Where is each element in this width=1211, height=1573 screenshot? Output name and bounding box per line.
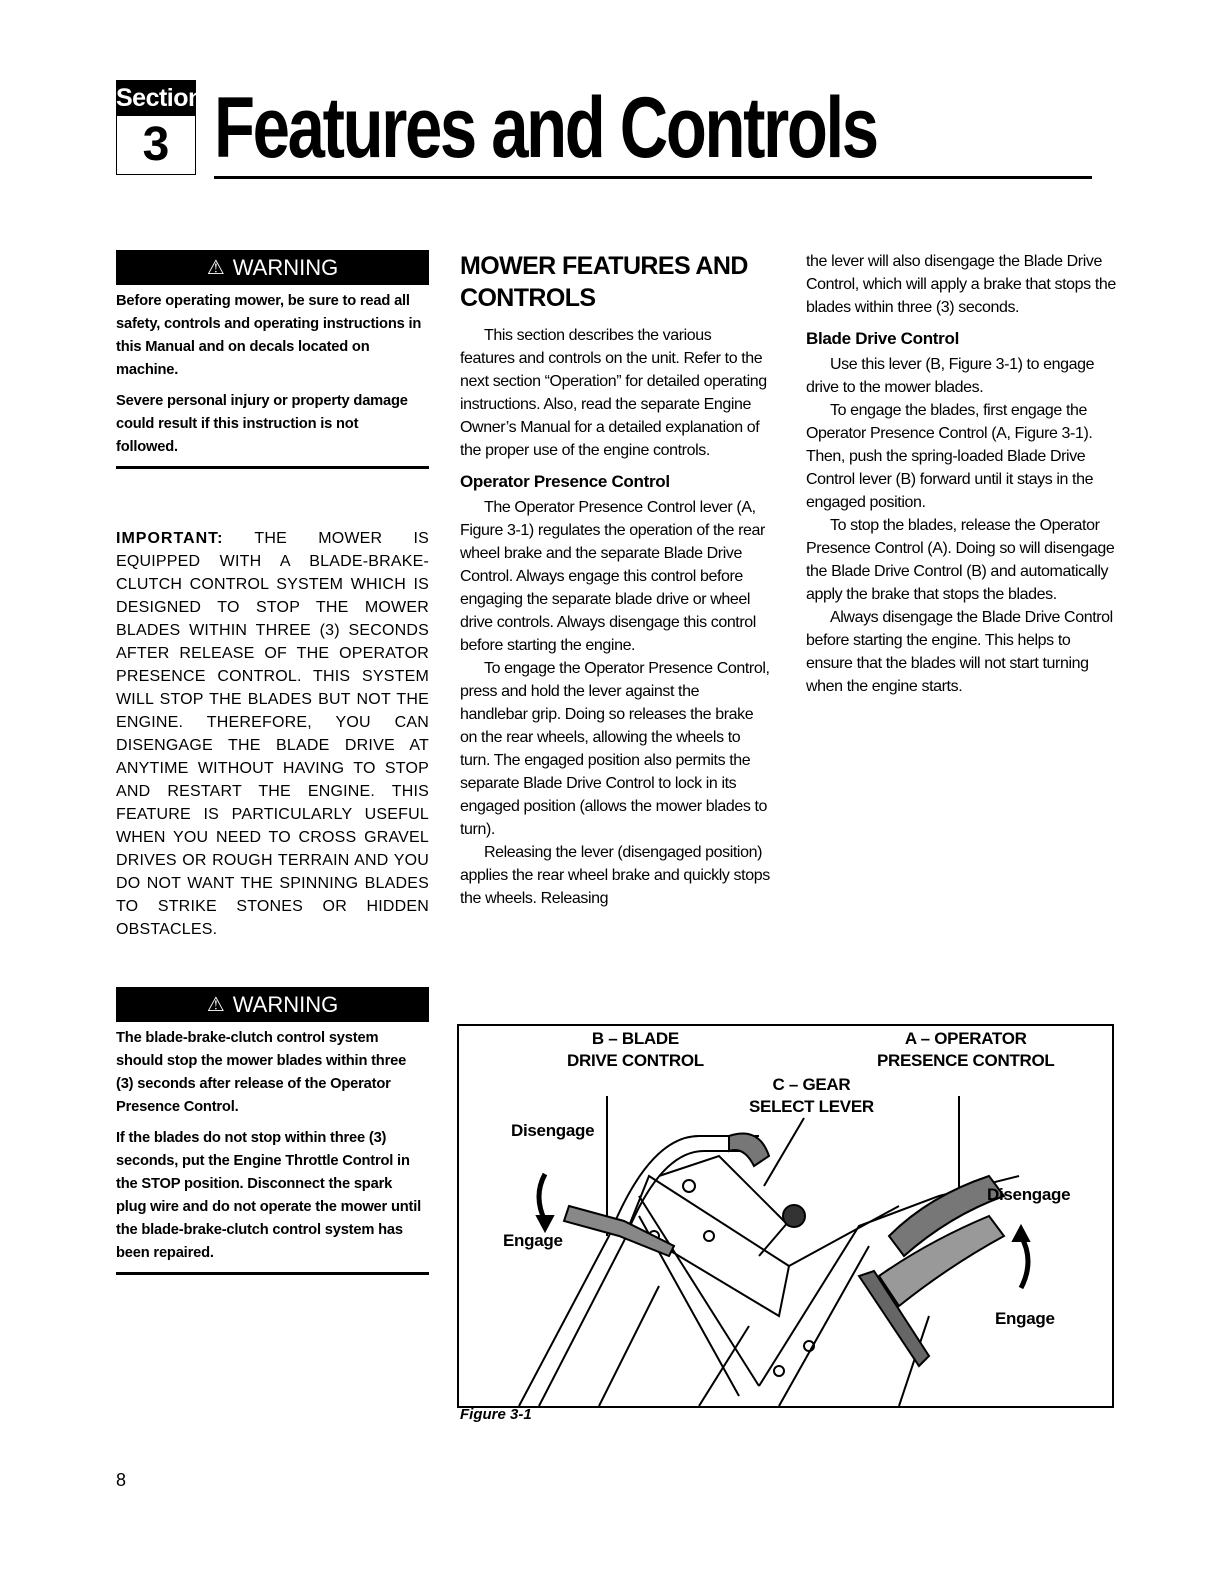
gear-lever-knob: [783, 1205, 805, 1227]
left-grip: [729, 1134, 769, 1167]
title-rule: [214, 176, 1092, 179]
bolt: [683, 1180, 695, 1192]
arrow-left-head: [537, 1216, 553, 1231]
body-paragraph: The Operator Presence Control lever (A, Figure 3-1) regulates the operation of the rear wheel brake and the separate Blade Drive Control. Always engage this control before engaging the separate blade drive or wheel drive controls. Always disengage this control before starting the engine.: [460, 499, 765, 654]
figure-caption: Figure 3-1: [460, 1406, 532, 1423]
left-column: [116, 250, 429, 957]
important-label: IMPORTANT:: [116, 530, 224, 547]
leader-line-c: [764, 1118, 804, 1186]
body-paragraph: To engage the Operator Presence Control, press and hold the lever against the handlebar grip. Doing so releases the brake on the rear wheels, allowing the wheels to turn. The engaged position also permits the separate Blade Drive Control to lock in its engaged position (allows the mower blades to turn).: [460, 660, 770, 838]
section-marker: [116, 80, 203, 176]
arrow-left: [539, 1174, 545, 1221]
warning-paragraph: If the blades do not stop within three (3) seconds, put the Engine Throttle Control in the STOP position. Disconnect the spark plug wire and do not operate the mower until the blade-brake-clutch control system has been repaired.: [116, 1129, 421, 1261]
warning-banner: [116, 250, 429, 285]
arrow-right: [1021, 1236, 1028, 1288]
warning-paragraph: Severe personal injury or property damage could result if this instruction is not followed.: [116, 392, 408, 455]
warning-rule: [116, 466, 429, 469]
body-paragraph: Releasing the lever (disengaged position) applies the rear wheel brake and quickly stops the wheels. Releasing: [460, 844, 770, 907]
label-blade-drive-control: B – BLADE DRIVE CONTROL: [567, 1029, 704, 1070]
subheading-operator-presence-control: Operator Presence Control: [460, 472, 670, 491]
warning-paragraph: The blade-brake-clutch control system should stop the mower blades within three (3) seconds after release of the Operator Presence Control.: [116, 1029, 407, 1115]
subheading-blade-drive-control: Blade Drive Control: [806, 329, 959, 348]
warning-triangle-icon: ⚠: [206, 257, 225, 279]
body-paragraph: the lever will also disengage the Blade Drive Control, which will apply a brake that stops the blades within three (3) seconds.: [806, 253, 1116, 316]
arrow-right-head: [1013, 1226, 1029, 1241]
body-paragraph: To stop the blades, release the Operator Presence Control (A). Doing so will disengage the Blade Drive Control (B) and automatically apply the brake that stops the blades.: [806, 517, 1115, 603]
intro-paragraph: This section describes the various features and controls on the unit. Refer to the next section “Operation” for detailed operating instructions. Also, read the separate Engine Owner’s Manual for a detailed explanation of the proper use of the engine controls.: [460, 327, 767, 459]
page-title: Features and Controls: [214, 80, 877, 176]
right-column: [806, 250, 1118, 698]
middle-column: [460, 250, 770, 910]
warning-label: WARNING: [232, 991, 339, 1017]
section-number: 3: [116, 116, 196, 175]
body-paragraph: Use this lever (B, Figure 3-1) to engage drive to the mower blades.: [806, 356, 1095, 396]
page-number: 8: [116, 1470, 127, 1490]
important-notice: [116, 527, 429, 941]
gear-lever: [759, 1221, 789, 1256]
section-heading: MOWER FEATURES AND CONTROLS: [460, 252, 748, 312]
section-tab: Section: [116, 80, 196, 116]
label-operator-presence-control: A – OPERATOR PRESENCE CONTROL: [877, 1029, 1055, 1070]
warning-paragraph: Before operating mower, be sure to read all safety, controls and operating instructions in this Manual and on decals located on machine.: [116, 292, 422, 378]
warning-block-2: [116, 987, 429, 1275]
warning-rule: [116, 1272, 429, 1275]
warning-triangle-icon: ⚠: [206, 994, 225, 1016]
label-engage-left: Engage: [503, 1231, 563, 1250]
label-disengage-right: Disengage: [987, 1185, 1071, 1204]
warning-banner: [116, 987, 429, 1022]
label-disengage-left: Disengage: [511, 1121, 595, 1140]
body-paragraph: Always disengage the Blade Drive Control before starting the engine. This helps to ensure that the blades will not start turning when the engine starts.: [806, 609, 1113, 695]
label-engage-right: Engage: [995, 1309, 1055, 1328]
figure-3-1: [457, 1024, 1114, 1408]
warning-label: WARNING: [232, 254, 339, 280]
body-paragraph: To engage the blades, first engage the Operator Presence Control (A, Figure 3-1). Then, push the spring-loaded Blade Drive Control lever (B) forward until it stays in the engaged position.: [806, 402, 1094, 511]
label-gear-select-lever: C – GEAR SELECT LEVER: [749, 1075, 874, 1116]
important-text: THE MOWER IS EQUIPPED WITH A BLADE-BRAKE-CLUTCH CONTROL SYSTEM WHICH IS DESIGNED TO STOP THE MOWER BLADES WITHIN THREE (3) SECONDS AFTER RELEASE OF THE OPERATOR PRESENCE CONTROL. THIS SYSTEM WILL STOP THE BLADES BUT NOT THE ENGINE. THEREFORE, YOU CAN DISENGAGE THE BLADE DRIVE AT ANYTIME WITHOUT HAVING TO STOP AND RESTART THE ENGINE. THIS FEATURE IS PARTICULARLY USEFUL WHEN YOU NEED TO CROSS GRAVEL DRIVES OR ROUGH TERRAIN AND YOU DO NOT WANT THE SPINNING BLADES TO STRIKE STONES OR HIDDEN OBSTACLES.: [116, 530, 430, 938]
